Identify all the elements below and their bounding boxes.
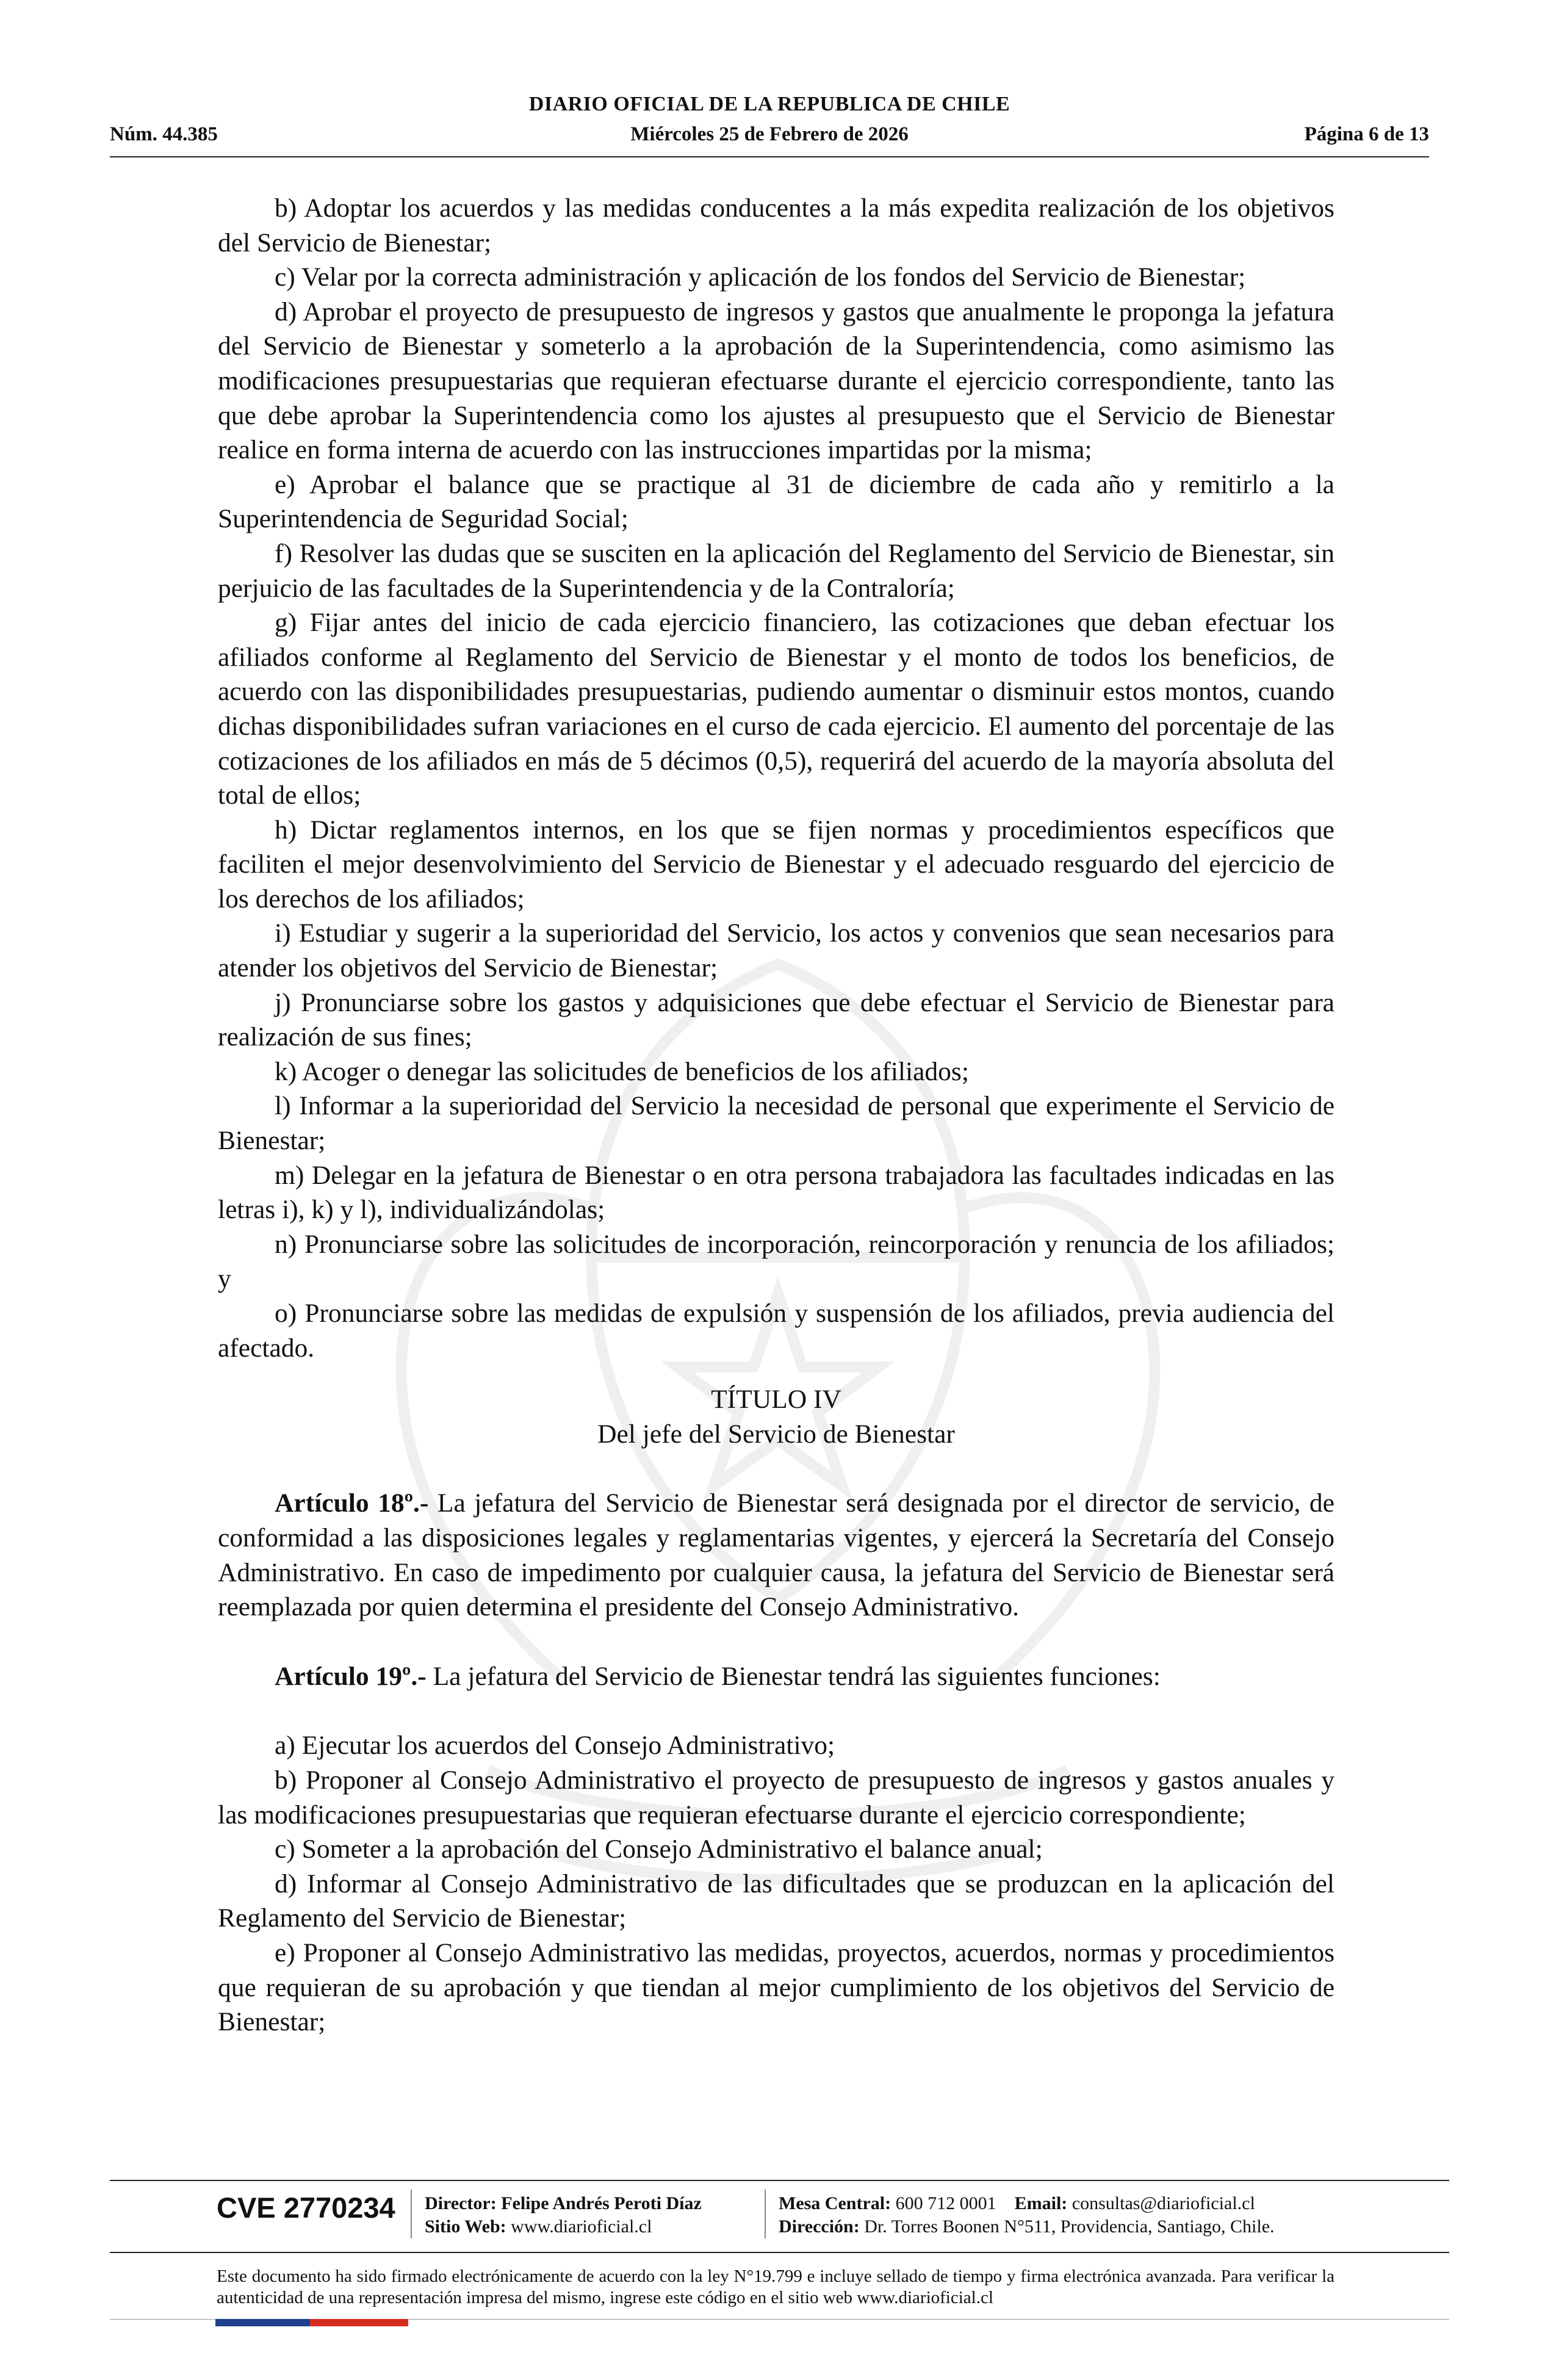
article-19-label: Artículo 19º.- xyxy=(275,1661,427,1691)
paragraph-m: m) Delegar en la jefatura de Bienestar o en otra persona trabajadora las facultades indicadas en las letras i), k) y l), individualizándolas; xyxy=(218,1160,1334,1225)
footer-contact-block xyxy=(779,2192,1275,2238)
chile-flag-stripe xyxy=(215,2319,408,2326)
site-link[interactable]: www.diarioficial.cl xyxy=(511,2216,652,2237)
email-link[interactable]: consultas@diarioficial.cl xyxy=(1072,2193,1255,2213)
paragraph-g: g) Fijar antes del inicio de cada ejercicio financiero, las cotizaciones que deban efectuar los afiliados conforme al Reglamento del Servicio de Bienestar y el monto de todos los beneficios, de acuerdo con las disponibilidades presupuestarias, pudiendo aumentar o disminuir estos montos, cuando dichas disponibilidades sufran variaciones en el curso de cada ejercicio. El aumento del porcentaje de las cotizaciones de los afiliados en más de 5 décimos (0,5), requerirá del acuerdo de la mayoría absoluta del total de ellos; xyxy=(218,608,1334,810)
address-value: Dr. Torres Boonen N°511, Providencia, Santiago, Chile. xyxy=(864,2216,1275,2237)
article-18 xyxy=(218,1486,1334,1624)
address-label: Dirección: xyxy=(779,2216,860,2237)
director-name: Felipe Andrés Peroti Díaz xyxy=(501,2193,702,2213)
cve-code: CVE 2770234 xyxy=(217,2191,395,2224)
legal-notice: Este documento ha sido firmado electrónicamente de acuerdo con la ley N°19.799 e incluye sellado de tiempo y firma electrónica avanzada. Para verificar la autenticidad de una representación impresa del mismo, ingrese este código en el sitio web www.diarioficial.cl xyxy=(217,2266,1334,2307)
mesa-phone: 600 712 0001 xyxy=(895,2193,996,2213)
article-19-text: La jefatura del Servicio de Bienestar tendrá las siguientes funciones: xyxy=(426,1661,1161,1691)
footer-divider-mid xyxy=(110,2252,1449,2253)
spacer xyxy=(218,1625,1334,1659)
paragraph-n: n) Pronunciarse sobre las solicitudes de incorporación, reincorporación y renuncia de los afiliados; y xyxy=(218,1229,1334,1294)
paragraph-d: d) Aprobar el proyecto de presupuesto de ingresos y gastos que anualmente le proponga la jefatura del Servicio de Bienestar y someterlo a la aprobación de la Superintendencia, como asimismo las modificaciones presupuestarias que requieran efectuarse durante el ejercicio correspondiente, tanto las que debe aprobar la Superintendencia como los ajustes al presupuesto que el Servicio de Bienestar realice en forma interna de acuerdo con las instrucciones impartidas por la misma; xyxy=(218,297,1334,465)
site-label: Sitio Web: xyxy=(425,2216,506,2237)
function-c: c) Someter a la aprobación del Consejo Administrativo el balance anual; xyxy=(275,1834,1043,1864)
spacer xyxy=(218,1451,1334,1486)
article-18-text: La jefatura del Servicio de Bienestar será designada por el director de servicio, de conformidad a las disposiciones legales y reglamentarias vigentes, y ejercerá la Secretaría del Consejo Administrativo. En caso de impedimento por cualquier causa, la jefatura del Servicio de Bienestar será reemplazada por quien determina el presidente del Consejo Administrativo. xyxy=(218,1488,1334,1622)
newspaper-title: DIARIO OFICIAL DE LA REPUBLICA DE CHILE xyxy=(528,93,1010,115)
flag-red-band xyxy=(310,2319,408,2326)
paragraph-k: k) Acoger o denegar las solicitudes de beneficios de los afiliados; xyxy=(275,1056,969,1086)
header-divider xyxy=(110,156,1429,157)
footer-director-block xyxy=(425,2192,702,2238)
paragraph-c: c) Velar por la correcta administración y aplicación de los fondos del Servicio de Bienestar; xyxy=(275,262,1246,292)
issue-date: Miércoles 25 de Febrero de 2026 xyxy=(630,123,909,145)
paragraph-i: i) Estudiar y sugerir a la superioridad del Servicio, los actos y convenios que sean necesarios para atender los objetivos del Servicio de Bienestar; xyxy=(218,918,1334,983)
paragraph-l: l) Informar a la superioridad del Servicio la necesidad de personal que experimente el Servicio de Bienestar; xyxy=(218,1091,1334,1156)
paragraph-b: b) Adoptar los acuerdos y las medidas conducentes a la más expedita realización de los objetivos del Servicio de Bienestar; xyxy=(218,193,1334,258)
document-body xyxy=(218,191,1334,2039)
email-label: Email: xyxy=(1014,2193,1068,2213)
function-e: e) Proponer al Consejo Administrativo las medidas, proyectos, acuerdos, normas y procedimientos que requieran de su aprobación y que tiendan al mejor cumplimiento de los objetivos del Servicio de Bienestar; xyxy=(218,1938,1334,2037)
paragraph-j: j) Pronunciarse sobre los gastos y adquisiciones que debe efectuar el Servicio de Bienestar para realización de sus fines; xyxy=(218,987,1334,1052)
footer-separator xyxy=(765,2190,766,2238)
footer-separator xyxy=(411,2190,412,2238)
footer-divider-top xyxy=(110,2180,1449,2181)
director-label: Director: xyxy=(425,2193,497,2213)
paragraph-h: h) Dictar reglamentos internos, en los que se fijen normas y procedimientos específicos que faciliten el mejor desenvolvimiento del Servicio de Bienestar y el adecuado resguardo del ejercicio de los derechos de los afiliados; xyxy=(218,815,1334,914)
article-18-label: Artículo 18º.- xyxy=(275,1488,429,1518)
paragraph-f: f) Resolver las dudas que se susciten en la aplicación del Reglamento del Servicio de Bienestar, sin perjuicio de las facultades de la Superintendencia y de la Contraloría; xyxy=(218,538,1334,603)
page-header xyxy=(110,93,1429,160)
spacer xyxy=(218,1365,1334,1382)
paragraph-e: e) Aprobar el balance que se practique al 31 de diciembre de cada año y remitirlo a la Superintendencia de Seguridad Social; xyxy=(218,469,1334,534)
titulo-subheading: Del jefe del Servicio de Bienestar xyxy=(597,1419,955,1449)
mesa-label: Mesa Central: xyxy=(779,2193,891,2213)
spacer xyxy=(218,1693,1334,1728)
function-a: a) Ejecutar los acuerdos del Consejo Administrativo; xyxy=(275,1731,835,1761)
paragraph-o: o) Pronunciarse sobre las medidas de expulsión y suspensión de los afiliados, previa audiencia del afectado. xyxy=(218,1299,1334,1363)
page-indicator: Página 6 de 13 xyxy=(1304,123,1429,145)
function-b: b) Proponer al Consejo Administrativo el proyecto de presupuesto de ingresos y gastos anuales y las modificaciones presupuestarias que requieran efectuarse durante el ejercicio correspondiente; xyxy=(218,1765,1334,1830)
titulo-heading: TÍTULO IV xyxy=(711,1385,841,1415)
issue-number: Núm. 44.385 xyxy=(110,123,218,145)
flag-blue-band xyxy=(215,2319,310,2326)
function-d: d) Informar al Consejo Administrativo de las dificultades que se produzcan en la aplicación del Reglamento del Servicio de Bienestar; xyxy=(218,1869,1334,1933)
article-19 xyxy=(218,1659,1334,1694)
